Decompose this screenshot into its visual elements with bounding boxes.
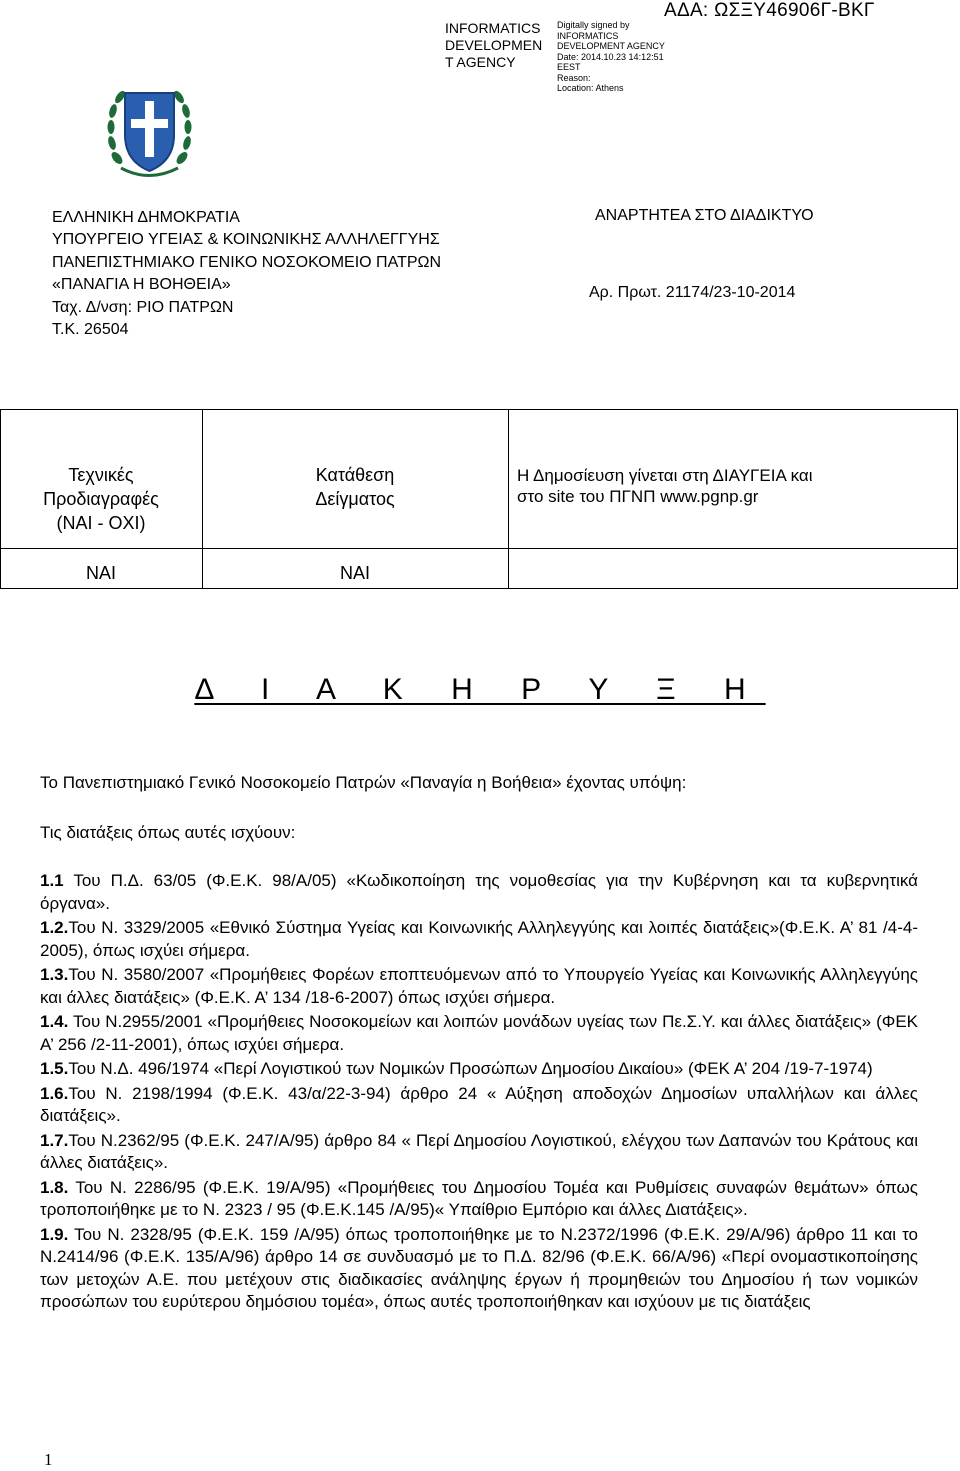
item-text: Του Π.Δ. 63/05 (Φ.Ε.Κ. 98/Α/05) «Κωδικοποίηση της νομοθεσίας για την Κυβέρνηση και τα κυβερνητικά όργανα». xyxy=(40,871,918,913)
header-line: Δείγματος xyxy=(315,489,395,509)
item-number: 1.2. xyxy=(40,918,69,937)
header-line: Η Δημοσίευση γίνεται στη ΔΙΑΥΓΕΙΑ και xyxy=(517,466,813,485)
item-number: 1.4. xyxy=(40,1012,69,1031)
provisions-heading: Τις διατάξεις όπως αυτές ισχύουν: xyxy=(40,823,296,842)
item-number: 1.3. xyxy=(40,965,69,984)
signature-detail-line: Digitally signed by xyxy=(557,20,630,30)
document-title-text: Δ Ι Α Κ Η Ρ Υ Ξ Η xyxy=(194,673,766,706)
sender-line: Ταχ. Δ/νση: ΡΙΟ ΠΑΤΡΩΝ xyxy=(52,298,234,316)
table-border-bottom xyxy=(0,588,958,589)
table-row-divider xyxy=(0,548,958,549)
table-border-right xyxy=(957,409,958,589)
table-border-top xyxy=(0,409,958,410)
protocol-number: Αρ. Πρωτ. 21174/23-10-2014 xyxy=(589,284,796,301)
header-line: Κατάθεση xyxy=(315,465,395,485)
table-header-specs xyxy=(0,463,202,535)
signature-detail-line: DEVELOPMENT AGENCY xyxy=(557,41,665,51)
list-item xyxy=(40,1224,918,1314)
list-item xyxy=(40,1058,918,1081)
list-item xyxy=(40,917,918,962)
list-item xyxy=(40,1177,918,1222)
item-text: Του Ν. 2328/95 (Φ.Ε.Κ. 159 /Α/95) όπως τροποποιήθηκε με το Ν.2372/1996 (Φ.Ε.Κ. 29/Α/96) άρθρο 11 και το Ν.2414/96 (Φ.Ε.Κ. 135/Α/96) άρθρο 14 σε συνδυασμό με το Π.Δ. 82/96 (Φ.Ε.Κ. 66/Α/96) «Περί ονομαστικοποίησης των μετοχών Α.Ε. που μετέχουν στις διαδικασίες ανάληψης έργων ή προμηθειών του Δημοσίου ή των νομικών προσώπων του ευρύτερου δημόσιου τομέα», όπως αυτές τροποποιήθηκαν και ισχύουν με τις διατάξεις xyxy=(40,1224,918,1311)
item-number: 1.5. xyxy=(40,1059,69,1078)
sender-line: Τ.Κ. 26504 xyxy=(52,321,129,339)
item-text: Του Ν.2955/2001 «Προμήθειες Νοσοκομείων και λοιπών μονάδων υγείας των Πε.Σ.Υ. και άλλες διατάξεις» (ΦΕΚ Α’ 256 /2-11-2001), όπως ισχύει σήμερα. xyxy=(40,1012,918,1054)
document-title xyxy=(0,673,960,707)
table-header-publication xyxy=(517,465,952,507)
header-line: στο site του ΠΓΝΠ www.pgnp.gr xyxy=(517,487,759,506)
posting-notice: ΑΝΑΡΤΗΤΕΑ ΣΤΟ ΔΙΑΔΙΚΤΥΟ xyxy=(595,207,814,224)
sender-line: «ΠΑΝΑΓΙΑ Η ΒΟΗΘΕΙΑ» xyxy=(52,276,231,294)
item-text: Του Ν. 3329/2005 «Εθνικό Σύστημα Υγείας και Κοινωνικής Αλληλεγγύης και λοιπές διατάξεις»(Φ.Ε.Κ. Α’ 81 /4-4-2005), όπως ισχύει σήμερα. xyxy=(40,918,918,960)
sender-line: ΕΛΛΗΝΙΚΗ ΔΗΜΟΚΡΑΤΙΑ xyxy=(52,209,240,226)
signature-detail-line: Date: 2014.10.23 14:12:51 xyxy=(557,51,664,62)
item-text: Του Ν. 2286/95 (Φ.Ε.Κ. 19/Α/95) «Προμήθειες του Δημοσίου Τομέα και Ρυθμίσεις συναφών θεμάτων» όπως τροποποιήθηκε με το Ν. 2323 / 95 (Φ.Ε.Κ.145 /Α/95)« Υπαίθριο Εμπόριο και άλλες Διατάξεις». xyxy=(40,1177,918,1219)
list-item xyxy=(40,1130,918,1175)
provisions-list xyxy=(40,870,918,1316)
header-line: Προδιαγραφές xyxy=(43,489,159,509)
table-cell-sample-value: ΝΑΙ xyxy=(339,563,370,583)
signature-org-line: DEVELOPMEN xyxy=(445,37,543,53)
page-number: 1 xyxy=(44,1450,53,1469)
item-text: Του Ν.Δ. 496/1974 «Περί Λογιστικού των Νομικών Προσώπων Δημοσίου Δικαίου» (ΦΕΚ Α’ 204 /19-7-1974) xyxy=(68,1059,873,1078)
signature-detail-line: INFORMATICS xyxy=(557,30,619,41)
item-text: Του Ν. 3580/2007 «Προμήθειες Φορέων εποπτευόμενων από το Υπουργείο Υγείας και Κοινωνικής Αλληλεγγύης και άλλες διατάξεις» (Φ.Ε.Κ. Α’ 134 /18-6-2007) όπως ισχύει σήμερα. xyxy=(40,965,918,1007)
signature-org-line: T AGENCY xyxy=(445,54,516,70)
intro-paragraph: Το Πανεπιστημιακό Γενικό Νοσοκομείο Πατρών «Παναγία η Βοήθεια» έχοντας υπόψη: xyxy=(40,773,687,792)
item-text: Του Ν.2362/95 (Φ.Ε.Κ. 247/Α/95) άρθρο 84 « Περί Δημοσίου Λογιστικού, ελέγχου των Δαπανών του Κράτους και άλλες διατάξεις». xyxy=(40,1130,918,1172)
item-number: 1.6. xyxy=(40,1083,69,1103)
item-number: 1.8. xyxy=(40,1177,69,1197)
signature-org-line: INFORMATICS xyxy=(445,20,541,36)
sender-line: ΥΠΟΥΡΓΕΙΟ ΥΓΕΙΑΣ & ΚΟΙΝΩΝΙΚΗΣ ΑΛΛΗΛΕΓΓΥΗΣ xyxy=(52,231,440,249)
signature-detail-line: Reason: xyxy=(557,72,591,83)
list-item xyxy=(40,1011,918,1056)
item-text: Του Ν. 2198/1994 (Φ.Ε.Κ. 43/α/22-3-94) άρθρο 24 « Αύξηση αποδοχών Δημοσίων υπαλλήλων και άλλες διατάξεις». xyxy=(40,1083,918,1125)
greek-coat-of-arms-icon xyxy=(107,83,192,183)
table-header-sample xyxy=(202,463,508,511)
signature-organization xyxy=(445,20,555,71)
ada-code: ΑΔΑ: ΩΣΞΥ46906Γ-ΒΚΓ xyxy=(664,0,875,21)
item-number: 1.1 xyxy=(40,871,64,890)
list-item xyxy=(40,870,918,915)
table-cell-specs-value: ΝΑΙ xyxy=(85,563,116,583)
table-column-divider xyxy=(508,409,509,589)
sender-line: ΠΑΝΕΠΙΣΤΗΜΙΑΚΟ ΓΕΝΙΚΟ ΝΟΣΟΚΟΜΕΙΟ ΠΑΤΡΩΝ xyxy=(52,253,442,271)
header-line: (ΝΑΙ - ΟΧΙ) xyxy=(56,513,146,533)
notice-table xyxy=(0,409,958,589)
sender-block xyxy=(52,207,441,341)
list-item xyxy=(40,964,918,1009)
signature-detail-line: Location: Athens xyxy=(557,83,624,93)
signature-detail-line: EEST xyxy=(557,62,581,72)
header-line: Τεχνικές xyxy=(68,465,134,485)
item-number: 1.7. xyxy=(40,1130,69,1150)
list-item xyxy=(40,1083,918,1128)
signature-details xyxy=(557,20,677,94)
item-number: 1.9. xyxy=(40,1224,69,1244)
